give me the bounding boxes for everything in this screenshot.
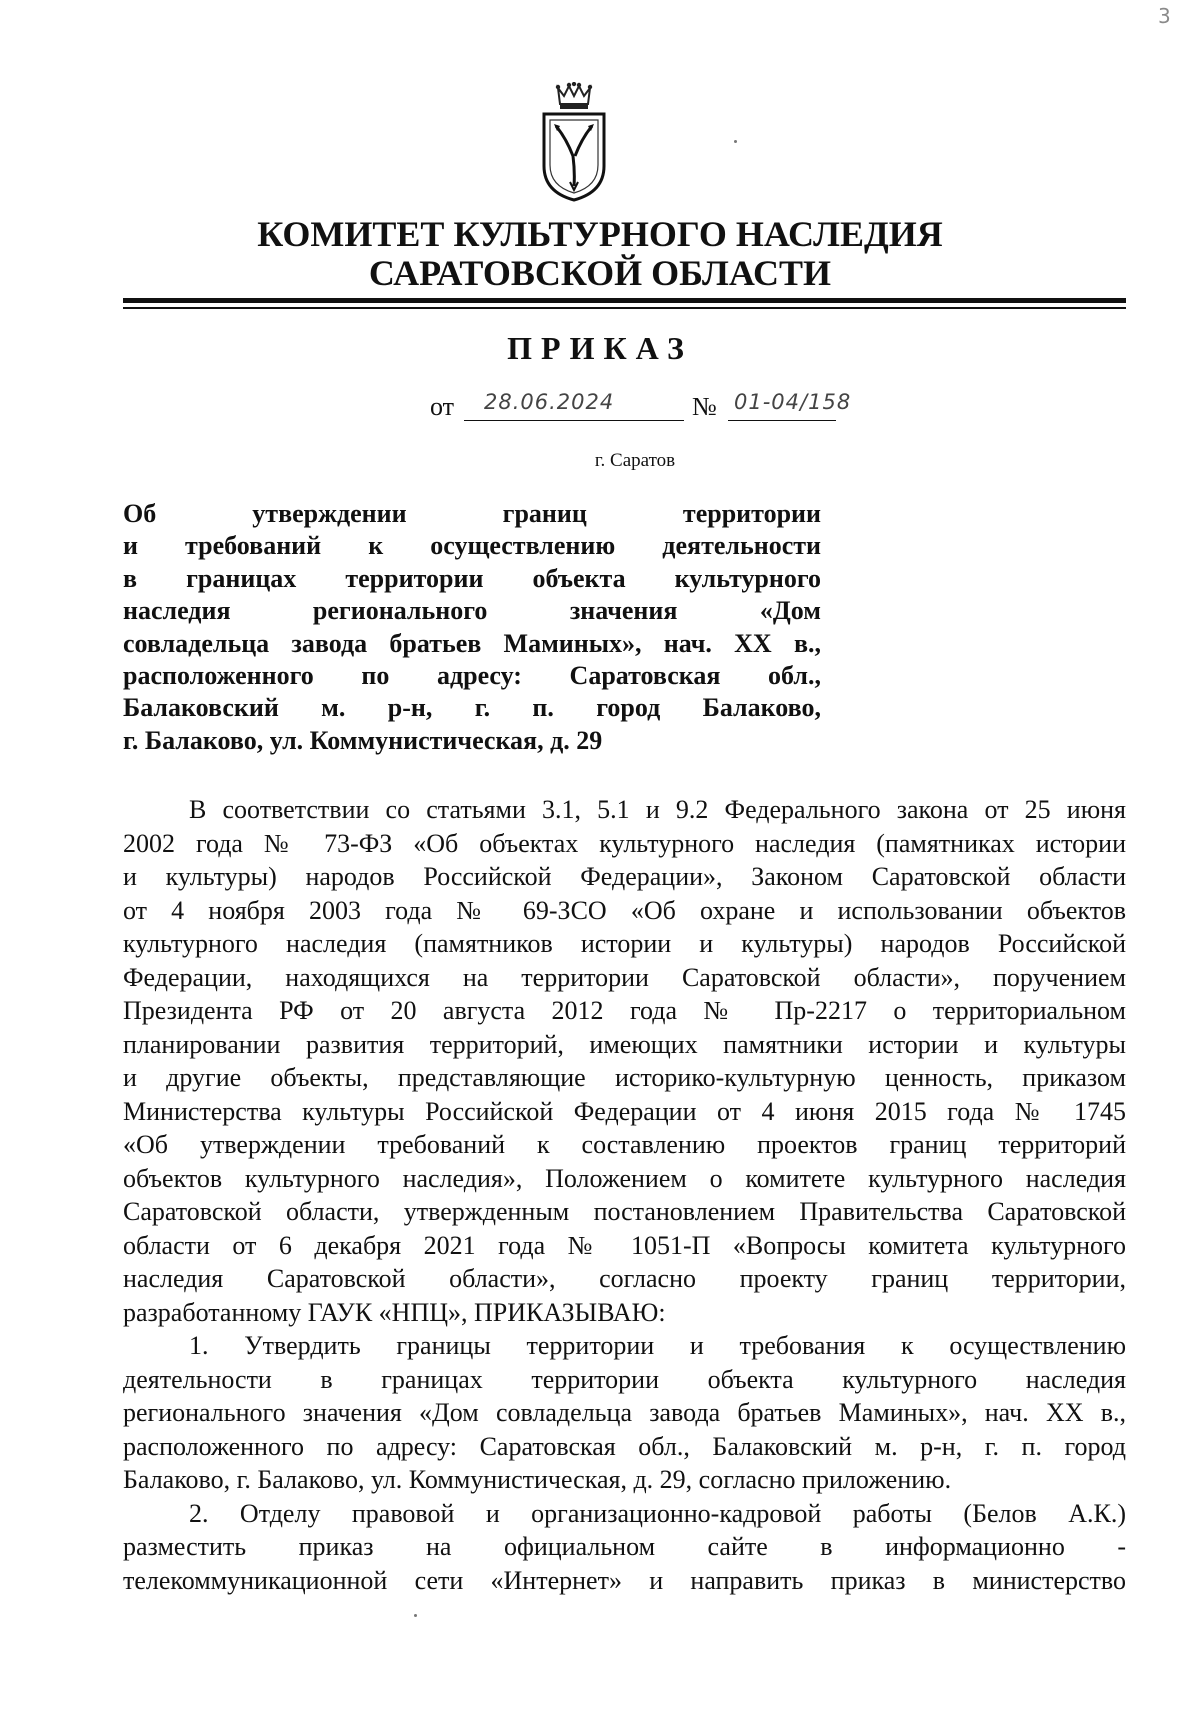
body-line: разработанному ГАУК «НПЦ», ПРИКАЗЫВАЮ: — [123, 1297, 666, 1327]
document-type-heading: ПРИКАЗ — [507, 330, 693, 366]
title-line: в границах территории объекта культурного — [123, 563, 821, 593]
body-line: Президента РФ от 20 августа 2012 года № Пр-2217 о территориальном — [123, 996, 1126, 1025]
body-line: от 4 ноября 2003 года № 69-ЗСО «Об охране и использовании объектов — [123, 895, 1126, 925]
title-line: расположенного по адресу: Саратовская обл., — [123, 660, 821, 690]
title-line: совладельца завода братьев Маминых», нач. XX в., — [123, 628, 821, 658]
order-body — [123, 793, 1126, 1597]
date-value: 28.06.2024 — [484, 390, 615, 414]
title-line: Балаковский м. р-н, г. п. город Балаково, — [123, 693, 821, 723]
city-label: г. Саратов — [594, 450, 676, 471]
body-line: культурного наследия (памятников истории и культуры) народов Российской — [123, 929, 1126, 958]
header-divider-thick — [123, 298, 1126, 303]
body-line: объектов культурного наследия», Положением о комитете культурного наследия — [123, 1163, 1126, 1193]
body-line: телекоммуникационной сети «Интернет» и направить приказ в министерство — [123, 1565, 1126, 1595]
scan-speck — [734, 140, 737, 143]
body-line: 2. Отделу правовой и организационно-кадровой работы (Белов А.К.) — [189, 1498, 1126, 1528]
page-number-mark: 3 — [1158, 4, 1171, 28]
title-line: наследия регионального значения «Дом — [123, 596, 821, 626]
body-line: и культуры) народов Российской Федерации», Законом Саратовской области — [123, 862, 1126, 891]
body-line: Балаково, г. Балаково, ул. Коммунистическая, д. 29, согласно приложению. — [123, 1465, 952, 1494]
body-line: Саратовской области, утвержденным постановлением Правительства Саратовской — [123, 1197, 1126, 1226]
date-underline — [464, 420, 684, 421]
order-title — [123, 498, 821, 757]
body-line: разместить приказ на официальном сайте в информационно - — [123, 1532, 1126, 1561]
title-line: г. Балаково, ул. Коммунистическая, д. 29 — [123, 725, 603, 755]
scan-speck — [414, 1614, 417, 1617]
body-line: планировании развития территорий, имеющих памятники истории и культуры — [123, 1029, 1126, 1059]
body-line: и другие объекты, представляющие историко-культурную ценность, приказом — [123, 1063, 1126, 1092]
organization-name-line-1: КОМИТЕТ КУЛЬТУРНОГО НАСЛЕДИЯ — [257, 214, 943, 254]
body-line: 2002 года № 73-ФЗ «Об объектах культурного наследия (памятниках истории — [123, 828, 1126, 858]
body-line: регионального значения «Дом совладельца завода братьев Маминых», нач. XX в., — [123, 1398, 1126, 1427]
body-line: Федерации, находящихся на территории Саратовской области», поручением — [123, 962, 1126, 992]
number-label: № — [692, 392, 717, 421]
number-value: 01-04/158 — [734, 390, 852, 414]
title-line: и требований к осуществлению деятельности — [123, 531, 821, 561]
body-line: 1. Утвердить границы территории и требования к осуществлению — [189, 1331, 1126, 1360]
coat-of-arms-emblem — [540, 82, 608, 202]
number-underline — [728, 420, 836, 421]
header-divider-thin — [123, 307, 1126, 309]
date-label: от — [430, 392, 455, 421]
title-line: Об утверждении границ территории — [123, 499, 821, 528]
body-line: наследия Саратовской области», согласно проекту границ территории, — [123, 1264, 1126, 1293]
body-line: Министерства культуры Российской Федерации от 4 июня 2015 года № 1745 — [123, 1096, 1126, 1126]
body-line: «Об утверждении требований к составлению проектов границ территорий — [123, 1130, 1126, 1159]
body-line: области от 6 декабря 2021 года № 1051-П «Вопросы комитета культурного — [123, 1230, 1126, 1260]
body-line: В соответствии со статьями 3.1, 5.1 и 9.2 Федерального закона от 25 июня — [189, 795, 1126, 824]
organization-name-line-2: САРАТОВСКОЙ ОБЛАСТИ — [368, 253, 832, 293]
body-line: деятельности в границах территории объекта культурного наследия — [123, 1364, 1126, 1394]
body-line: расположенного по адресу: Саратовская обл., Балаковский м. р-н, г. п. город — [123, 1431, 1126, 1461]
